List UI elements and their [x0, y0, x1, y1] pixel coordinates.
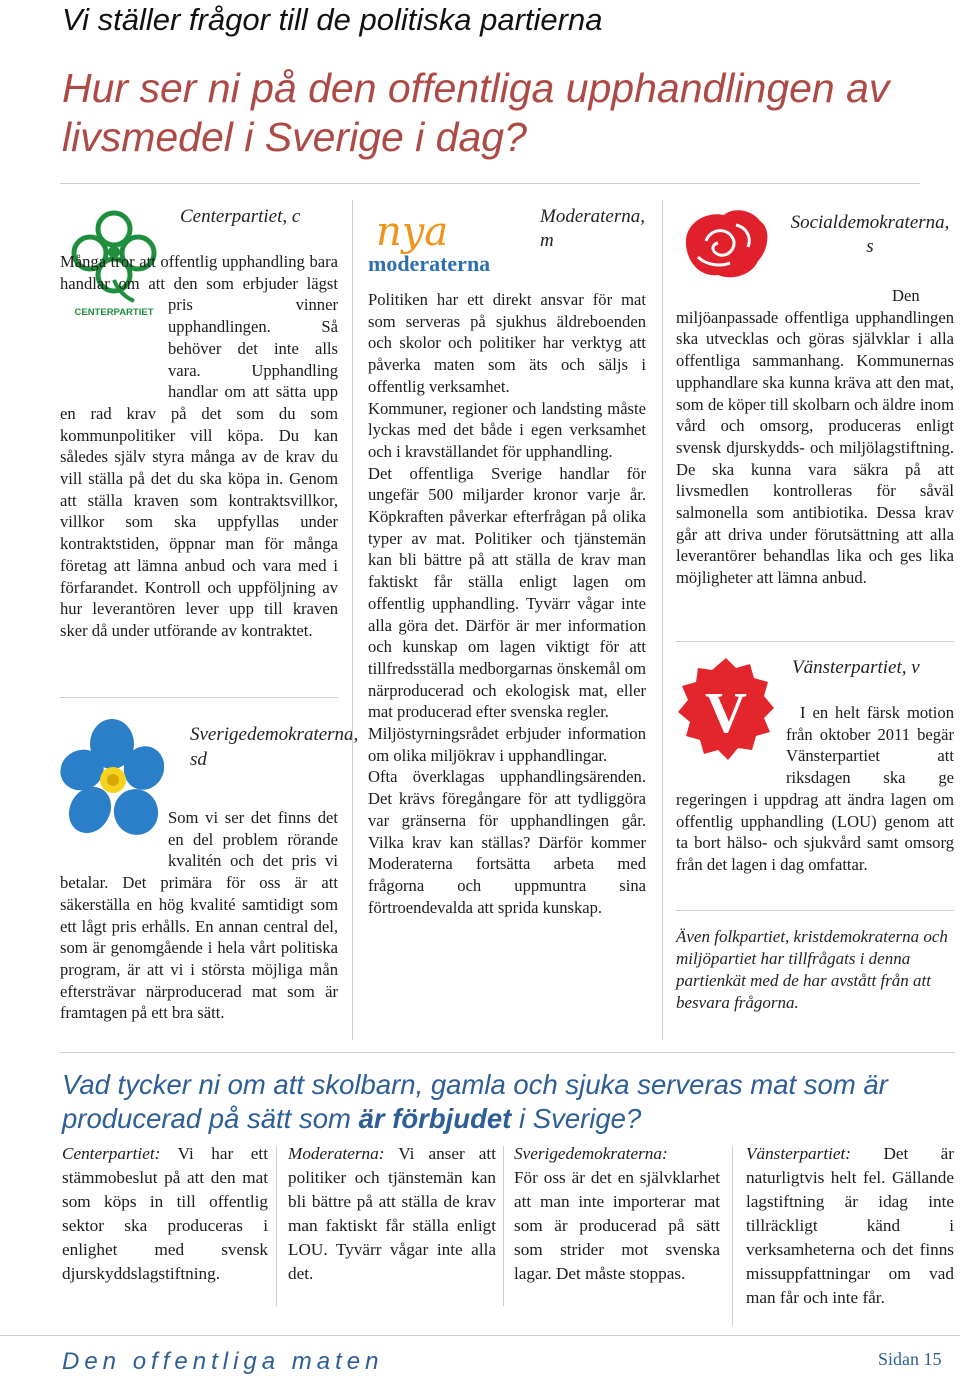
sd-answer: Som vi ser det finns det en del problem rörande kvalitén och det pris vi betalar. Det primära för oss är att säkerställa en hög kvalité samtidigt som ett lågt pris erhålls. En annan central del, som är genomgående i hela vårt politiska program, är att vi i största möjliga mån eftersträvar närproducerad mat som är framtagen på ett bra sätt.: [60, 808, 338, 1023]
m-script: nya: [376, 209, 449, 255]
page-number: Sidan 15: [878, 1349, 942, 1369]
answer-rule-3: [732, 1146, 733, 1326]
answer-party: Moderaterna:: [288, 1144, 385, 1163]
centerpartiet-answer: Många tror att offentlig upphandling bara handlar om att den som erbjuder lägst pris vinner upphandlingen. Så behöver det inte alls vara. Upphandling handlar om att sätta upp en rad krav på det som du som kommunpolitiker vill köpa. Du kan således själv styra många av de krav du vill ställa på det du ska köpa in. Genom att ställa kraven som kontraktsvillkor, villkor som ska uppfyllas under kontraktstiden, öppnar man för många företag att lämna anbud och vara med i förfarandet. Kontroll och uppföljning av hur leverantören lever upp till kraven sker då under utförande av kontraktet.: [60, 252, 338, 640]
column-divider: [60, 697, 338, 698]
s-logo: [676, 205, 782, 291]
logo-space: [60, 313, 168, 385]
answer-party: Vänsterpartiet:: [746, 1144, 852, 1163]
column-rule-1: [352, 200, 353, 1040]
v-block: [676, 656, 954, 876]
m-paragraph-1: Politiken har ett direkt ansvar för mat som serveras på sjukhus äldreboenden och skolor och politiker har verktyg att påverka maten som äts och säljs i offentlig verksamhet.: [368, 290, 646, 396]
moderaterna-logo-icon: [368, 205, 524, 281]
sd-logo: [60, 718, 168, 854]
v-letter: V: [705, 680, 747, 745]
page-headline: Hur ser ni på den offentliga upphandlingen av livsmedel i Sverige i dag?: [62, 65, 890, 160]
m-paragraph-4: Miljöstyrningsrådet erbjuder information om olika miljökrav i upphandlingar.: [368, 724, 646, 765]
column-divider-right: [676, 641, 954, 642]
v-answer: I en helt färsk motion från oktober 2011 begär Vänsterpartiet att riksdagen ska ge regeringen i uppdrag att ändra lagen om offentlig upphandling (LOU) genom att ta bort hälso- och sjukvård samt omsorg från det lagen i dag omfattar.: [676, 703, 954, 874]
v-logo: [676, 656, 786, 776]
answer-text: Vi har ett stämmobeslut på att den mat som köps in till offentlig sektor ska produceras i enlighet med svensk djurskyddslagstiftning.: [62, 1144, 268, 1283]
m-paragraph-5: Ofta överklagas upphandlingsärenden. Det krävs föregångare för att tydliggöra var gränserna för upphandlingen går. Vilka krav kan ställas? Därför kommer Moderaterna fortsätta arbeta med frågorna och uppmuntra sina förtroendevalda att sprida kunskap.: [368, 767, 646, 917]
publication-name: Den offentliga maten: [62, 1348, 384, 1375]
blue-anemone-icon: [60, 718, 164, 844]
column-middle: [368, 205, 646, 918]
question-2-part2: i Sverige?: [518, 1103, 642, 1134]
sd-block: [60, 718, 359, 1024]
m-paragraph-2: Kommuner, regioner och landsting måste lyckas med det både i egen verksamhet och i kravställandet för upphandling.: [368, 398, 646, 461]
question-2-heading: [62, 1068, 942, 1136]
column-rule-2: [662, 200, 663, 1040]
s-answer: Den miljöanpassade offentliga upphandlingen ska utvecklas och göras självklar i alla offentliga sammanhang. Kommunernas upphandlare ska kunna kräva att den mat, som de köper till skolbarn och äldre inom vård och omsorg, produceras enligt svensk djurskydds- och miljölagstiftning. De ska kunna vara säkra på att livsmedlen kontrolleras för såväl salmonella som antibiotika. Dessa krav går att driva under förutsättning att alla leverantörer behandlas lika och ges lika möjligheter att lämna anbud.: [676, 286, 954, 588]
answer-sverigedemokraterna: [514, 1142, 720, 1286]
kicker-title: Vi ställer frågor till de politiska partierna: [62, 2, 603, 37]
section-divider: [60, 1052, 955, 1053]
v-burst-icon: [676, 656, 776, 768]
answer-rule-1: [276, 1146, 277, 1306]
m-paragraph-3: Det offentliga Sverige handlar för ungefär 500 miljarder kronor varje år. Köpkraften påverkar efterfrågan på olika typer av mat. Politiker och tjänstemän kan bli bättre på att ställa de krav man faktiskt får ställa enligt lagen om offentlig upphandling. Tyvärr vågar inte alla göra det. Därför är mer information och kunskap om lagen viktigt för att tillfredsställa medborgarnas önskemål om närproducerad och ekologisk mat, eller mat producerad efter svenska regler.: [368, 463, 646, 722]
answer-vansterpartiet: [746, 1142, 954, 1310]
column-left: [60, 205, 338, 642]
party-name-sd: Sverigedemokraterna, sd: [190, 724, 359, 770]
answer-text: Det är naturligtvis helt fel. Gällande lagstiftning är idag inte tillräckligt känd i verksamheterna och det finns missuppfattningar om vad man får och inte får.: [746, 1144, 955, 1307]
moderaterna-logo: [368, 205, 528, 285]
centerpartiet-wordmark: CENTERPARTIET: [74, 307, 154, 317]
centerpartiet-logo: [60, 205, 168, 317]
party-name-c: Centerpartiet, c: [180, 206, 301, 227]
answer-party: Sverigedemokraterna:: [514, 1144, 668, 1163]
answer-text: Vi anser att politiker och tjänstemän kan bli bättre på att ställa de krav man faktiskt får ställa enligt LOU. Tyvärr vågar inte alla det.: [288, 1144, 496, 1283]
answer-rule-2: [503, 1146, 504, 1306]
answer-centerpartiet: [62, 1142, 268, 1286]
question-2-part1: Vad tycker ni om att skolbarn, gamla och sjuka serveras mat som är producerad på sätt som: [62, 1069, 888, 1134]
m-wordmark: moderaterna: [368, 251, 491, 276]
party-name-s: Socialdemokraterna, s: [790, 212, 950, 257]
answer-text: För oss är det en självklarhet att man inte importerar mat som är producerad på sätt som strider mot svenska lagar. Det måste stoppas.: [514, 1168, 720, 1283]
answer-moderaterna: [288, 1142, 496, 1286]
party-name-m: Moderaterna, m: [540, 206, 646, 251]
answer-party: Centerpartiet:: [62, 1144, 161, 1163]
header-divider: [60, 183, 920, 184]
note-divider: [676, 910, 954, 911]
party-name-v: Vänsterpartiet, v: [792, 657, 920, 678]
question-2-emphasis: är förbjudet: [358, 1103, 512, 1134]
column-right: [676, 205, 954, 589]
footer-divider: [0, 1335, 960, 1336]
non-respondent-note: Även folkpartiet, kristdemokraterna och miljöpartiet har tillfrågats i denna partienkät med de har avstått från att besvara frågorna.: [676, 927, 948, 1012]
rose-icon: [676, 205, 776, 285]
